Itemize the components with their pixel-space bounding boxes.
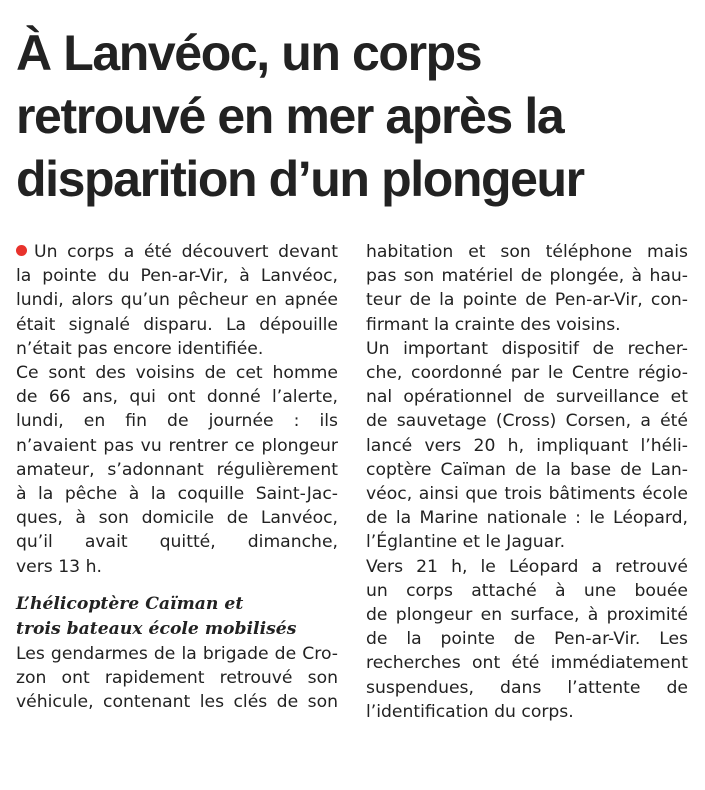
- text-line: l’Églantine et le Jaguar.: [366, 532, 566, 553]
- text-line: la pointe du Pen-ar-Vir, à Lanvéoc,: [16, 266, 338, 287]
- text-line: Ce sont des voisins de cet homme: [16, 363, 338, 384]
- text-line: de plongeur en surface, à proximité: [366, 605, 688, 626]
- section-subheading: [16, 592, 338, 642]
- text-line: qu’il avait quitté, dimanche,: [16, 532, 338, 553]
- text-line: habitation et son téléphone mais: [366, 242, 688, 262]
- text-line: n’avaient pas vu rentrer ce plongeur: [16, 435, 338, 456]
- body-paragraph: [366, 555, 688, 724]
- subheading-line: L’hélicoptère Caïman et: [16, 593, 244, 614]
- body-paragraph: [16, 642, 338, 715]
- text-line: était signalé disparu. La dépouille: [16, 314, 338, 335]
- text-line: n’était pas encore identifiée.: [16, 338, 264, 359]
- text-line: véoc, ainsi que trois bâtiments école: [366, 484, 688, 505]
- right-column: [366, 240, 688, 724]
- article-headline: [16, 22, 696, 211]
- text-line: lundi, alors qu’un pêcheur en apnée: [16, 290, 338, 311]
- text-line: de la Marine nationale : le Léopard,: [366, 508, 688, 529]
- text-line: coptère Caïman de la base de Lan-: [366, 459, 688, 480]
- body-paragraph: [366, 337, 688, 555]
- text-line: véhicule, contenant les clés de son: [16, 692, 338, 713]
- text-line: zon ont rapidement retrouvé son: [16, 668, 338, 689]
- text-line: lundi, en fin de journée : ils: [16, 411, 338, 432]
- lead-paragraph: [16, 240, 338, 361]
- text-line: vers 13 h.: [16, 556, 102, 577]
- text-line: [16, 240, 338, 264]
- text-line: pas son matériel de plongée, à hau-: [366, 266, 688, 287]
- text-line: un corps attaché à une bouée: [366, 580, 688, 601]
- text-line: de la pointe de Pen-ar-Vir. Les: [366, 629, 688, 650]
- text-line: lancé vers 20 h, impliquant l’héli-: [366, 435, 688, 456]
- body-paragraph: [366, 240, 688, 337]
- text-line: amateur, s’adonnant régulièrement: [16, 459, 338, 480]
- text-line: Vers 21 h, le Léopard a retrouvé: [366, 556, 688, 577]
- text-line: teur de la pointe de Pen-ar-Vir, con-: [366, 290, 688, 311]
- text-line: à la pêche à la coquille Saint-Jac-: [16, 484, 338, 505]
- text-line: Un important dispositif de recher-: [366, 338, 688, 359]
- headline-line: À Lanvéoc, un corps: [16, 25, 482, 81]
- bullet-dot-icon: [16, 245, 27, 256]
- headline-line: disparition d’un plongeur: [16, 151, 584, 207]
- text-line: recherches ont été immédiatement: [366, 653, 688, 674]
- subheading-line: trois bateaux école mobilisés: [16, 618, 297, 639]
- lead-first-line: Un corps a été découvert devant: [34, 242, 338, 262]
- text-line: ques, à son domicile de Lanvéoc,: [16, 508, 338, 529]
- text-line: l’identification du corps.: [366, 701, 574, 722]
- text-line: suspendues, dans l’attente de: [366, 677, 688, 698]
- text-line: che, coordonné par le Centre régio-: [366, 363, 688, 384]
- text-line: Les gendarmes de la brigade de Cro-: [16, 643, 338, 664]
- text-line: firmant la crainte des voisins.: [366, 314, 621, 335]
- body-paragraph: [16, 361, 338, 579]
- headline-line: retrouvé en mer après la: [16, 88, 564, 144]
- text-line: de sauvetage (Cross) Corsen, a été: [366, 411, 688, 432]
- text-line: nal opérationnel de surveillance et: [366, 387, 688, 408]
- text-line: de 66 ans, qui ont donné l’alerte,: [16, 387, 338, 408]
- left-column: [16, 240, 338, 714]
